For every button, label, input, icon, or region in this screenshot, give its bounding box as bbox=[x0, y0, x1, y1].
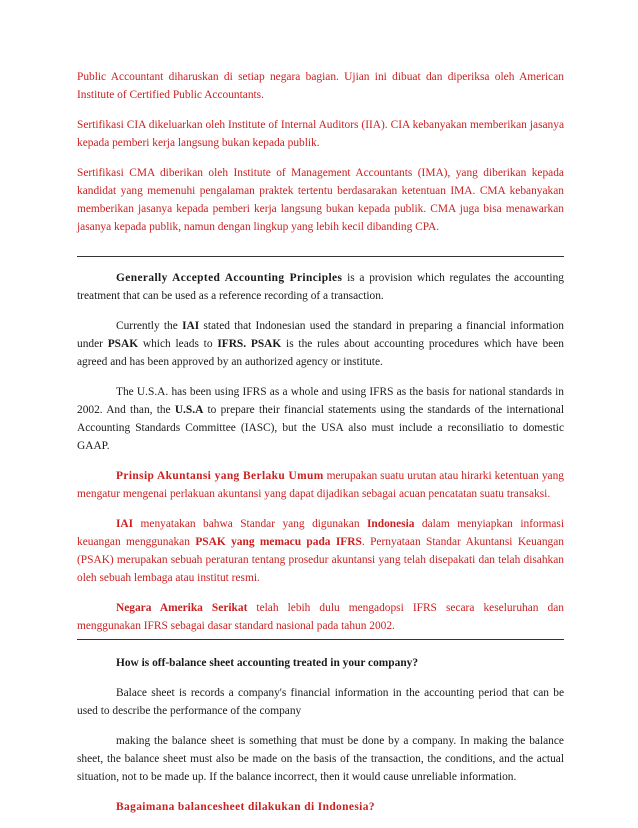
intro-text-cma: Sertifikasi CMA diberikan oleh Institute of Management Accountants (IMA), yang diberikan kepada kandidat yang memenuhi pengalaman praktek tertentu berdasarakan ketentuan IMA. CMA kebanyakan memberikan jasanya kepada pemberi kerja langsung bukan kepada publik. CMA juga bisa menawarkan jasanya kepada publik, namun dengan lingkup yang lebih kecil dibanding CPA. bbox=[77, 167, 564, 233]
balance-definition-text: Balace sheet is records a company's financial information in the accounting period that can be used to describe the performance of the company bbox=[77, 687, 564, 717]
document-page bbox=[77, 68, 564, 828]
intro-paragraph-cia bbox=[77, 116, 564, 152]
balance-making-text: making the balance sheet is something that must be done by a company. In making the balance sheet, the balance sheet must also be made on the basis of the transaction, the conditions, and the actual situation, not to be made up. If the balance incorrect, then it would cause unreliable information. bbox=[77, 735, 564, 783]
prinsip-usa-paragraph bbox=[77, 599, 564, 635]
balance-making-paragraph bbox=[77, 732, 564, 786]
balance-question-indonesia-text: Bagaimana balancesheet dilakukan di Indonesia? bbox=[116, 801, 375, 813]
balance-definition-paragraph bbox=[77, 684, 564, 720]
section-divider-top bbox=[77, 256, 564, 257]
intro-paragraph-cpa bbox=[77, 68, 564, 104]
prinsip-usa-text: telah lebih dulu mengadopsi IFRS secara keseluruhan dan menggunakan IFRS sebagai dasar standard nasional pada tahun 2002. bbox=[77, 602, 564, 632]
intro-text-cia: Sertifikasi CIA dikeluarkan oleh Institute of Internal Auditors (IIA). CIA kebanyakan memberikan jasanya kepada pemberi kerja langsung bukan kepada publik. bbox=[77, 119, 564, 149]
prinsip-psak-term: PSAK yang memacu pada IFRS bbox=[195, 536, 362, 548]
gaap-iai-paragraph bbox=[77, 317, 564, 371]
gaap-psak-term: PSAK bbox=[107, 338, 139, 350]
gaap-term: Generally Accepted Accounting Principles bbox=[116, 272, 343, 284]
prinsip-indonesia-term: Indonesia bbox=[366, 518, 415, 530]
prinsip-term: Prinsip Akuntansi yang Berlaku Umum bbox=[116, 470, 324, 482]
prinsip-iai-term: IAI bbox=[116, 518, 134, 530]
gaap-ifrs-psak-term: IFRS. PSAK bbox=[217, 338, 282, 350]
gaap-usa-term: U.S.A bbox=[174, 404, 204, 416]
prinsip-iai-paragraph bbox=[77, 515, 564, 587]
prinsip-iai-text-d: dalam menyiapkan informasi keuangan menggunakan bbox=[77, 518, 564, 548]
gaap-definition-paragraph bbox=[77, 269, 564, 305]
balance-question-indonesia-heading bbox=[77, 798, 564, 816]
gaap-usa-paragraph bbox=[77, 383, 564, 455]
intro-text-cpa: Public Accountant diharuskan di setiap negara bagian. Ujian ini dibuat dan diperiksa oleh American Institute of Certified Public Accountants. bbox=[77, 71, 564, 101]
prinsip-usa-term: Negara Amerika Serikat bbox=[116, 602, 248, 614]
gaap-iai-text-a: Currently the bbox=[116, 320, 183, 332]
balance-question-text: How is off-balance sheet accounting treated in your company? bbox=[116, 657, 419, 669]
gaap-usa-text-c: to prepare their financial statements using the standards of the international Accounting Standards Committee (IASC), but the USA also must include a reconsiliatio to domestic GAAP. bbox=[77, 404, 564, 452]
gaap-usa-text-a: The U.S.A. has been using IFRS as a whole and using IFRS as the basis for national standards in 2002. And than, the bbox=[77, 386, 564, 416]
prinsip-definition-text: merupakan suatu urutan atau hirarki ketentuan yang mengatur mengenai perlakuan akuntansi yang dapat dijadikan sebagai acuan pencatatan suatu transaksi. bbox=[77, 470, 564, 500]
prinsip-iai-text-f: . Pernyataan Standar Akuntansi Keuangan (PSAK) merupakan sebuah peraturan tentang prosedur akuntansi yang telah disepakati dan telah disahkan oleh sebuah lembaga atau institut resmi. bbox=[77, 536, 565, 584]
intro-paragraph-cma bbox=[77, 164, 564, 236]
gaap-definition-text: is a provision which regulates the accounting treatment that can be used as a reference recording of a transaction. bbox=[77, 272, 564, 302]
prinsip-definition-paragraph bbox=[77, 467, 564, 503]
prinsip-iai-text-b: menyatakan bahwa Standar yang digunakan bbox=[133, 518, 367, 530]
gaap-iai-text-g: is the rules about accounting procedures which have been agreed and has been approved by an authorized agency or institute. bbox=[77, 338, 564, 368]
balance-question-heading bbox=[77, 654, 564, 672]
gaap-iai-term: IAI bbox=[182, 320, 200, 332]
section-divider-bottom bbox=[77, 639, 564, 640]
gaap-iai-text-c: stated that Indonesian used the standard in preparing a financial information under bbox=[77, 320, 564, 350]
gaap-iai-text-e: which leads to bbox=[138, 338, 218, 350]
